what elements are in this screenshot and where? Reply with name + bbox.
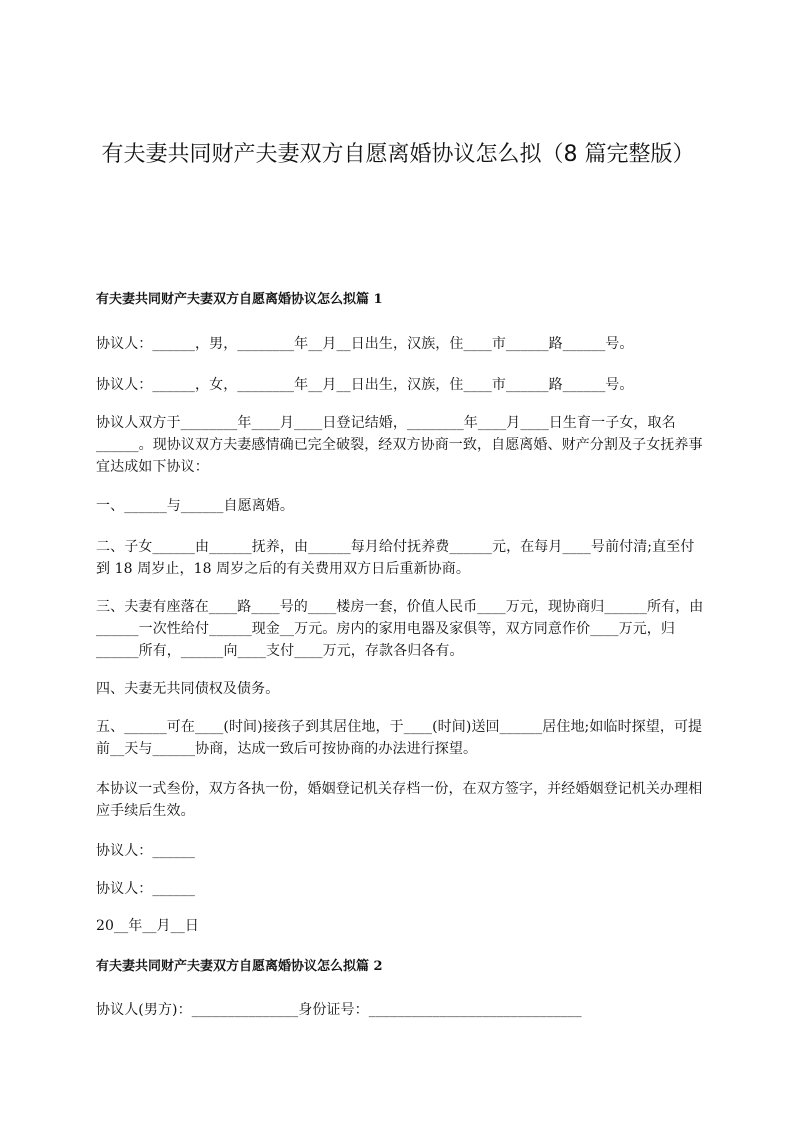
section-1-heading: 有夫妻共同财产夫妻双方自愿离婚协议怎么拟篇 1 — [96, 292, 383, 307]
clause-2: 二、子女______由______抚养，由______每月给付抚养费______元，在每月____号前付清;直至付到 18 周岁止，18 周岁之后的有关费用双方日后重新协商。 — [96, 539, 695, 577]
document-title: 有夫妻共同财产夫妻双方自愿离婚协议怎么拟（8 篇完整版） — [101, 142, 695, 167]
copies-paragraph: 本协议一式叁份，双方各执一份，婚姻登记机关存档一份，在双方签字，并经婚姻登记机关办理相应手续后生效。 — [96, 781, 703, 819]
party-1-line: 协议人：______，男，________年__月__日出生，汉族，住____市______路______号。 — [96, 336, 634, 352]
clause-5: 五、______可在____(时间)接孩子到其居住地，于____(时间)送回______居住地;如临时探望，可提前__天与______协商，达成一致后可按协商的办法进行探望。 — [96, 719, 703, 757]
section-2-heading: 有夫妻共同财产夫妻双方自愿离婚协议怎么拟篇 2 — [96, 959, 383, 974]
signature-line-2: 协议人：______ — [96, 881, 195, 897]
signature-line-1: 协议人：______ — [96, 843, 195, 859]
intro-paragraph: 协议人双方于________年____月____日登记结婚，________年____月____日生育一子女，取名______。现协议双方夫妻感情确已完全破裂，经双方协商一致，自愿离婚、财产分割及子女抚养事宜达成如下协议： — [96, 415, 703, 475]
date-line: 20__年__月__日 — [96, 918, 199, 934]
party-male-line: 协议人(男方)：_______________身份证号：______________________________ — [96, 1002, 582, 1018]
clause-1: 一、______与______自愿离婚。 — [96, 498, 294, 514]
clause-4: 四、夫妻无共同债权及债务。 — [96, 681, 280, 697]
party-2-line: 协议人：______，女，________年__月__日出生，汉族，住____市______路______号。 — [96, 377, 634, 393]
clause-3: 三、夫妻有座落在____路____号的____楼房一套，价值人民币____万元，现协商归______所有，由______一次性给付______现金__万元。房内的家用电器及家俱等，双方同意作价____万元，归______所有，______向____支付____万元，存款各归各有。 — [96, 599, 704, 659]
